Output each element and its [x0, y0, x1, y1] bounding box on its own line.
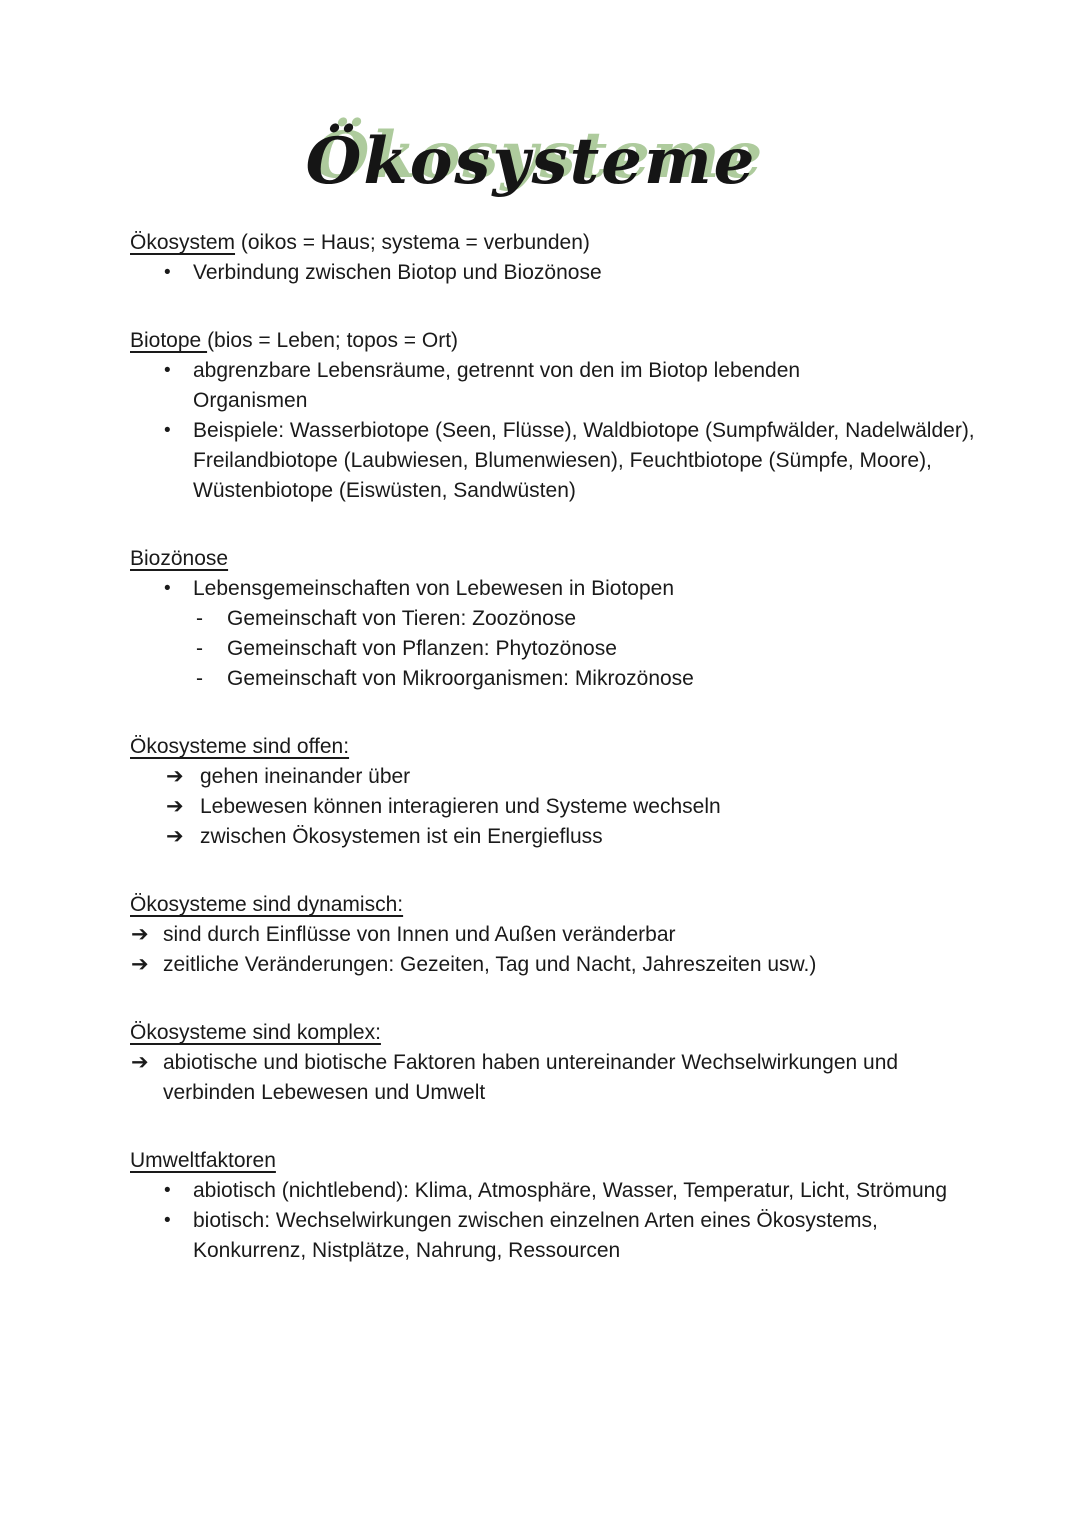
section-heading [130, 1146, 992, 1176]
heading-underlined-text: Ökosysteme sind dynamisch: [130, 893, 404, 916]
bullet-icon: • [164, 360, 171, 381]
section-umweltfaktoren [130, 1146, 992, 1266]
list-item-text: abgrenzbare Lebensräume, getrennt von den im Biotop lebenden Organismen [193, 359, 801, 412]
heading-underlined-text: Ökosysteme sind komplex: [130, 1021, 381, 1044]
section-oekosysteme-offen [130, 732, 992, 852]
arrow-icon: ➔ [131, 1051, 149, 1074]
section-heading [130, 228, 992, 258]
list-item-text: Beispiele: Wasserbiotope (Seen, Flüsse), Waldbiotope (Sumpfwälder, Nadelwälder), Freilandbiotope (Laubwiesen, Blumenwiesen), Feuchtbiotope (Sümpfe, Moore), Wüstenbiotope (Eiswüsten, Sandwüsten) [193, 419, 975, 502]
dash-icon: - [196, 637, 203, 660]
list-item [130, 762, 992, 792]
heading-suffix-text: (bios = Leben; topos = Ort) [207, 329, 459, 352]
list-item [130, 920, 992, 950]
dash-icon: - [196, 667, 203, 690]
heading-underlined-text: Biotope [130, 329, 208, 352]
list-item [130, 1176, 992, 1206]
list-item [130, 416, 992, 506]
list-item-text: gehen ineinander über [200, 765, 411, 788]
list-item-text: Gemeinschaft von Tieren: Zoozönose [227, 607, 577, 630]
list-item-text: zeitliche Veränderungen: Gezeiten, Tag und Nacht, Jahreszeiten usw.) [163, 953, 817, 976]
heading-underlined-text: Biozönose [130, 547, 229, 570]
bullet-icon: • [164, 1180, 171, 1201]
section-oekosysteme-komplex [130, 1018, 992, 1108]
arrow-icon: ➔ [166, 795, 184, 818]
list-item [130, 950, 992, 980]
list-item-text: Lebensgemeinschaften von Lebewesen in Biotopen [193, 577, 675, 600]
page-title: Ökosysteme [305, 124, 757, 199]
heading-suffix-text: (oikos = Haus; systema = verbunden) [235, 231, 590, 254]
list-item-text: abiotische und biotische Faktoren haben untereinander Wechselwirkungen und verbinden Lebewesen und Umwelt [163, 1051, 899, 1104]
list-item-text: Lebewesen können interagieren und Systeme wechseln [200, 795, 721, 818]
list-item [130, 356, 992, 416]
heading-underlined-text: Ökosysteme sind offen: [130, 735, 350, 758]
heading-underlined-text: Umweltfaktoren [130, 1149, 276, 1172]
list-item-text: abiotisch (nichtlebend): Klima, Atmosphäre, Wasser, Temperatur, Licht, Strömung [193, 1179, 948, 1202]
bullet-icon: • [164, 578, 171, 599]
bullet-icon: • [164, 420, 171, 441]
heading-underlined-text: Ökosystem [130, 231, 236, 254]
list-item [130, 258, 992, 288]
arrow-icon: ➔ [131, 953, 149, 976]
list-item [130, 634, 992, 664]
list-item [130, 664, 992, 694]
arrow-icon: ➔ [131, 923, 149, 946]
section-heading [130, 326, 992, 356]
section-heading [130, 1018, 992, 1048]
arrow-icon: ➔ [166, 765, 184, 788]
list-item-text: sind durch Einflüsse von Innen und Außen veränderbar [163, 923, 676, 946]
list-item-text: Gemeinschaft von Pflanzen: Phytozönose [227, 637, 617, 660]
section-biotope [130, 326, 992, 506]
list-item [130, 574, 992, 604]
bullet-icon: • [164, 1210, 171, 1231]
list-item [130, 1048, 992, 1108]
list-item-text: Verbindung zwischen Biotop und Biozönose [193, 261, 602, 284]
list-item-text: Gemeinschaft von Mikroorganismen: Mikrozönose [227, 667, 694, 690]
section-oekosystem [130, 228, 992, 288]
list-item [130, 822, 992, 852]
section-heading [130, 732, 992, 762]
section-biozoenose [130, 544, 992, 694]
bullet-icon: • [164, 262, 171, 283]
section-heading [130, 544, 992, 574]
document-content [130, 112, 992, 1266]
dash-icon: - [196, 607, 203, 630]
list-item [130, 604, 992, 634]
list-item [130, 792, 992, 822]
arrow-icon: ➔ [166, 825, 184, 848]
list-item-text: biotisch: Wechselwirkungen zwischen einzelnen Arten eines Ökosystems, Konkurrenz, Nistplätze, Nahrung, Ressourcen [193, 1209, 878, 1262]
section-heading [130, 890, 992, 920]
list-item [130, 1206, 992, 1266]
section-oekosysteme-dynamisch [130, 890, 992, 980]
list-item-text: zwischen Ökosystemen ist ein Energiefluss [200, 825, 603, 848]
